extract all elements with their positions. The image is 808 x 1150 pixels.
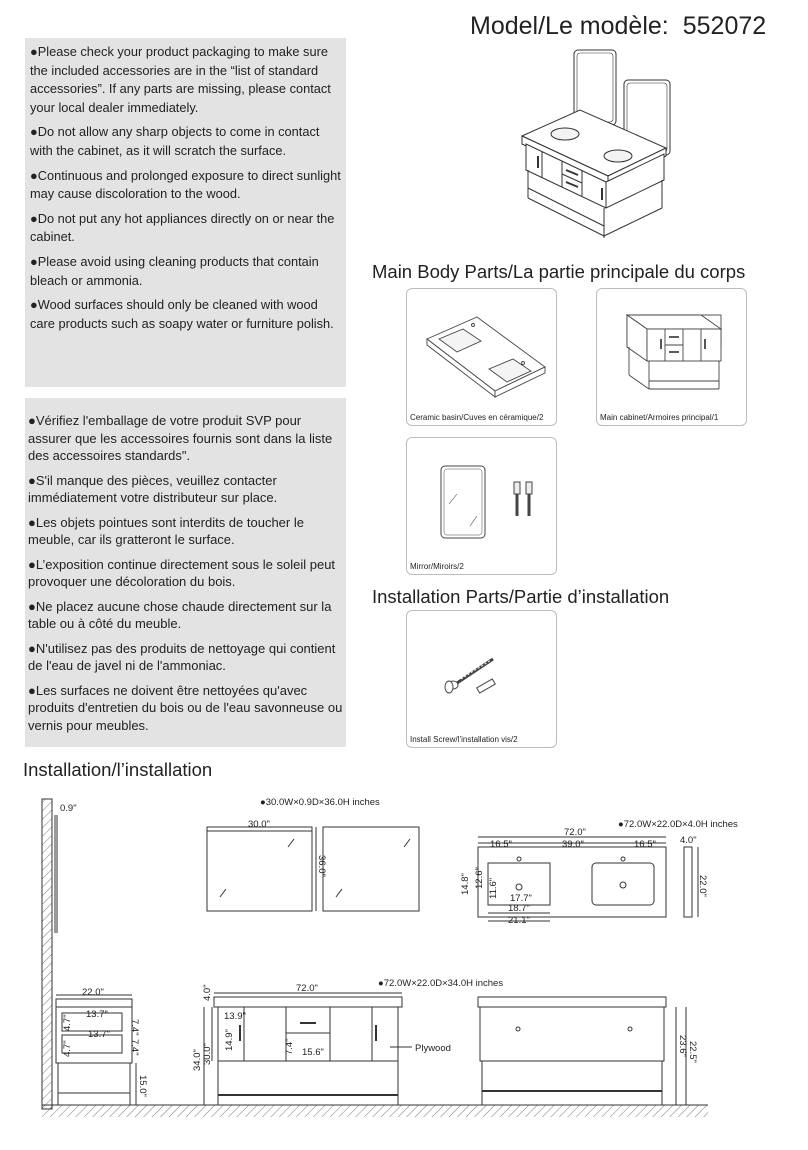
model-number: 552072 — [682, 12, 767, 40]
basin-icon — [407, 289, 557, 409]
dim-label: 30.0" — [202, 1043, 213, 1065]
screw-icon — [407, 611, 557, 731]
model-label: Model/Le modèle: — [470, 12, 669, 40]
part-card-cabinet — [596, 288, 747, 426]
mirror-icon — [407, 438, 557, 558]
dim-label: 12.6" — [474, 867, 485, 889]
notice-item: ●Please avoid using cleaning products that contain bleach or ammonia. — [30, 253, 319, 288]
notice-french — [25, 398, 346, 747]
installation-drawing — [0, 785, 808, 1140]
dim-label: 0.9" — [60, 803, 77, 814]
notice-item: ●Les surfaces ne doivent être nettoyées qu'avec produits d'entretien du bois ou de l'eau savonneuse ou vernis pour meubles. — [28, 682, 343, 733]
part-label-basin: Ceramic basin/Cuves en céramique/2 — [410, 413, 544, 422]
dim-label: 22.5" — [687, 1041, 698, 1063]
dim-label: 7.4" — [129, 1019, 140, 1036]
dim-label: 11.6" — [488, 877, 499, 899]
part-label-screw: Install Screw/l’installation vis/2 — [410, 735, 518, 744]
notice-item: ●Continuous and prolonged exposure to direct sunlight may cause discoloration to the wood. — [30, 167, 341, 202]
dim-label: ●72.0W×22.0D×34.0H inches — [378, 978, 504, 989]
dim-label: 21.1" — [508, 915, 530, 926]
dim-label: Plywood — [415, 1043, 451, 1054]
notice-item: ●N'utilisez pas des produits de nettoyage qui contient de l'eau de javel ni de l'ammoniac. — [28, 640, 336, 673]
dim-label: 4.7" — [62, 1040, 73, 1057]
dim-label: 16.5" — [634, 839, 656, 850]
dim-label: 18.7" — [508, 903, 530, 914]
dim-label: 72.0" — [296, 983, 318, 994]
dim-label: 4.7" — [62, 1014, 73, 1031]
dim-label: ●30.0W×0.9D×36.0H inches — [260, 797, 380, 808]
section-main-body: Main Body Parts/La partie principale du corps — [372, 261, 746, 282]
dim-label: 13.7" — [86, 1009, 108, 1020]
vanity-illustration — [520, 48, 680, 248]
dim-label: 7.4" — [284, 1038, 295, 1055]
dim-label: 22.0" — [697, 875, 708, 897]
notice-item: ●Wood surfaces should only be cleaned with wood care products such as soapy water or furniture polish. — [30, 297, 334, 331]
notice-item: ●Vérifiez l'emballage de votre produit SVP pour assurer que les accessoires fournis sont dans la liste des accessoires standards". — [28, 413, 333, 463]
dim-label: 14.9" — [224, 1029, 235, 1051]
dim-label: 22.0" — [82, 987, 104, 998]
model-title — [470, 12, 800, 41]
part-card-screw — [406, 610, 557, 748]
dim-label: 72.0" — [564, 827, 586, 838]
section-installation: Installation/l’installation — [23, 759, 213, 780]
dim-label: 4.0" — [202, 984, 213, 1001]
dim-label: 15.6" — [302, 1047, 324, 1058]
dim-label: 39.0" — [562, 839, 584, 850]
notice-item: ●Please check your product packaging to make sure the included accessories are in the “list of standard accessories”. If any parts are missing, please contact your local dealer immediately. — [30, 44, 331, 115]
dim-label: 23.6" — [677, 1035, 688, 1057]
dim-label: 14.8" — [460, 873, 471, 895]
dim-label: 13.7" — [88, 1029, 110, 1040]
dim-label: 16.5" — [490, 839, 512, 850]
part-label-mirror: Mirror/Miroirs/2 — [410, 562, 464, 571]
part-card-mirror — [406, 437, 557, 575]
notice-english — [25, 38, 346, 387]
dim-label: ●72.0W×22.0D×4.0H inches — [618, 819, 738, 830]
dim-label: 13.9" — [224, 1011, 246, 1022]
notice-item: ●Do not allow any sharp objects to come in contact with the cabinet, as it will scratch the surface. — [30, 124, 320, 158]
dim-label: 4.0" — [680, 835, 697, 846]
notice-item: ●L’exposition continue directement sous le soleil peut provoquer une décoloration du bois. — [28, 556, 336, 589]
dim-label: 34.0" — [192, 1049, 203, 1071]
notice-item: ●Les objets pointues sont interdits de toucher le meuble, car ils gratteront le surface. — [28, 514, 304, 547]
notice-item: ●Do not put any hot appliances directly on or near the cabinet. — [30, 210, 335, 245]
cabinet-icon — [597, 289, 747, 409]
dim-label: 36.0" — [316, 855, 327, 877]
dim-label: 30.0" — [248, 819, 270, 830]
part-card-basin — [406, 288, 557, 426]
section-installation-parts: Installation Parts/Partie d’installation — [372, 586, 670, 607]
dim-label: 7.4" — [129, 1039, 140, 1056]
part-label-cabinet: Main cabinet/Armoires principal/1 — [600, 413, 719, 422]
notice-item: ●Ne placez aucune chose chaude directement sur la table ou à côté du meuble. — [28, 598, 332, 631]
notice-item: ●S'il manque des pièces, veuillez contacter immédiatement votre distributeur sur place. — [28, 472, 278, 505]
dim-label: 15.0" — [137, 1075, 148, 1097]
dim-label: 17.7" — [510, 893, 532, 904]
